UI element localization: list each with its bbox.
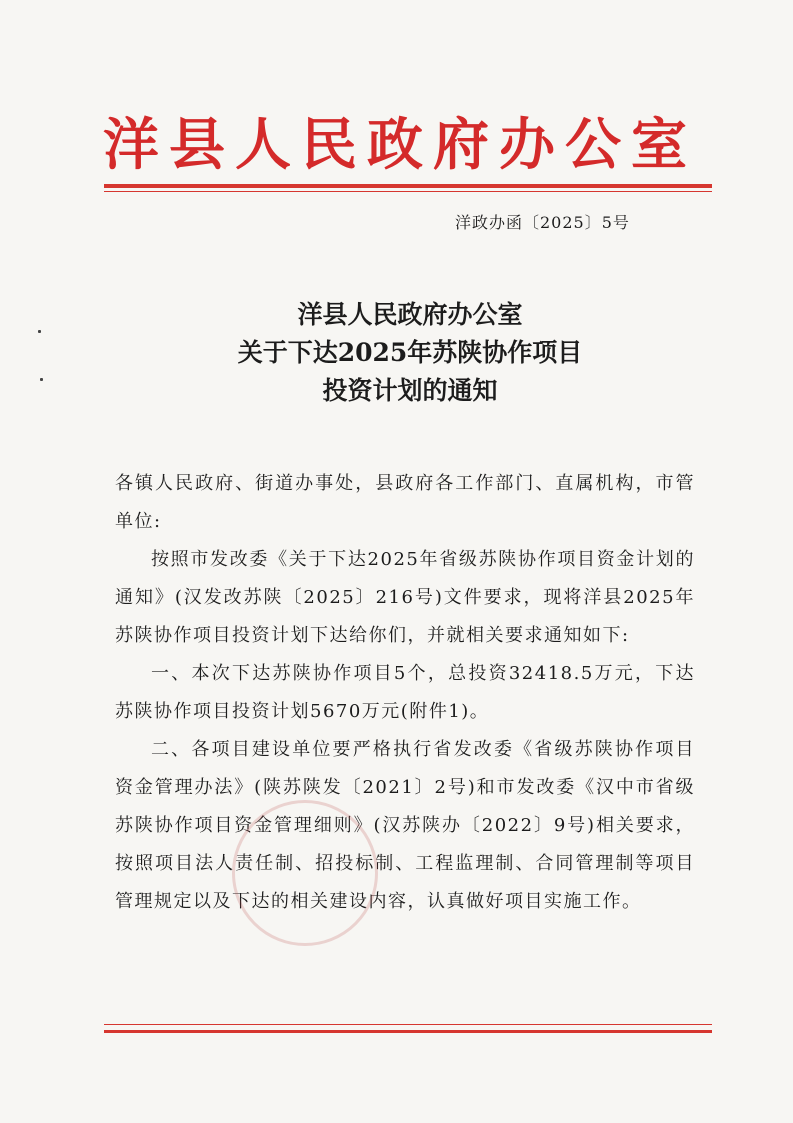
masthead-org-name: 洋县人民政府办公室 <box>103 112 697 178</box>
title-line-1: 洋县人民政府办公室 <box>297 300 523 329</box>
footer-rule-thin <box>104 1024 712 1025</box>
title-line-3: 投资计划的通知 <box>322 376 498 405</box>
title-line-2: 关于下达2025年苏陕协作项目 <box>237 338 583 367</box>
recipients-line: 各镇人民政府、街道办事处，县政府各工作部门、直属机构，市管单位: <box>115 473 695 532</box>
masthead-rule-thin <box>104 191 712 192</box>
body-paragraph-item-1: 一、本次下达苏陕协作项目5个，总投资32418.5万元，下达苏陕协作项目投资计划5670万元(附件1)。 <box>115 663 695 722</box>
scan-speck <box>40 378 43 381</box>
document-number: 洋政办函〔2025〕5号 <box>455 213 630 232</box>
document-body <box>115 465 695 921</box>
body-paragraph-item-2: 二、各项目建设单位要严格执行省发改委《省级苏陕协作项目资金管理办法》(陕苏陕发〔2021〕2号)和市发改委《汉中市省级苏陕协作项目资金管理细则》(汉苏陕办〔2022〕9号)相关要求，按照项目法人责任制、招投标制、工程监理制、合同管理制等项目管理规定以及下达的相关建设内容，认真做好项目实施工作。 <box>115 739 695 912</box>
scan-speck <box>38 330 41 333</box>
footer-rule-thick <box>104 1030 712 1033</box>
body-paragraph-intro: 按照市发改委《关于下达2025年省级苏陕协作项目资金计划的通知》(汉发改苏陕〔2025〕216号)文件要求，现将洋县2025年苏陕协作项目投资计划下达给你们，并就相关要求通知如下: <box>115 549 695 646</box>
masthead-rule-thick <box>104 184 712 188</box>
document-title <box>150 296 670 410</box>
